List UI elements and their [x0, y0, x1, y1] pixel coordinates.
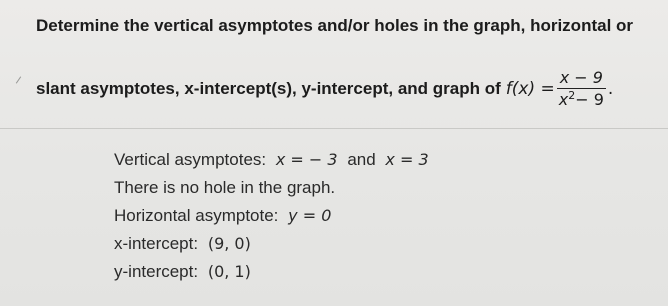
vertical-asymptote-value-2: x = 3: [385, 150, 429, 169]
section-divider: [0, 128, 668, 129]
denominator-exponent: 2: [568, 89, 576, 102]
question-period: .: [607, 78, 614, 99]
vertical-asymptotes-label: Vertical asymptotes:: [114, 150, 267, 169]
x-intercept-row: [114, 230, 429, 258]
vertical-asymptote-value-1: x = − 3: [275, 150, 338, 169]
x-intercept-label: x-intercept:: [114, 234, 199, 253]
horizontal-asymptote-value: y = 0: [288, 206, 332, 225]
fraction-numerator: x − 9: [557, 68, 606, 89]
function-lhs: f(x) =: [505, 78, 555, 99]
hole-text: There is no hole in the graph.: [114, 178, 336, 197]
y-intercept-row: [114, 258, 429, 286]
y-intercept-label: y-intercept:: [114, 262, 199, 281]
margin-mark: [16, 76, 21, 83]
question-line-1: Determine the vertical asymptotes and/or holes in the graph, horizontal or: [36, 16, 634, 35]
hole-row: [114, 174, 429, 202]
question-line-2-text: slant asymptotes, x-intercept(s), y-intercept, and graph of: [36, 78, 501, 98]
horizontal-asymptote-label: Horizontal asymptote:: [114, 206, 279, 225]
denominator-rest: − 9: [575, 90, 604, 109]
question-line-2: [36, 68, 613, 109]
x-intercept-value: (9, 0): [207, 234, 251, 253]
denominator-base: x: [558, 90, 569, 109]
function-fraction: [556, 68, 607, 109]
answer-block: [114, 146, 429, 286]
horizontal-asymptote-row: [114, 202, 429, 230]
vertical-asymptotes-and: and: [347, 150, 376, 169]
vertical-asymptotes-row: [114, 146, 429, 174]
y-intercept-value: (0, 1): [207, 262, 251, 281]
fraction-denominator: [556, 89, 607, 109]
function-expression: [506, 68, 614, 109]
